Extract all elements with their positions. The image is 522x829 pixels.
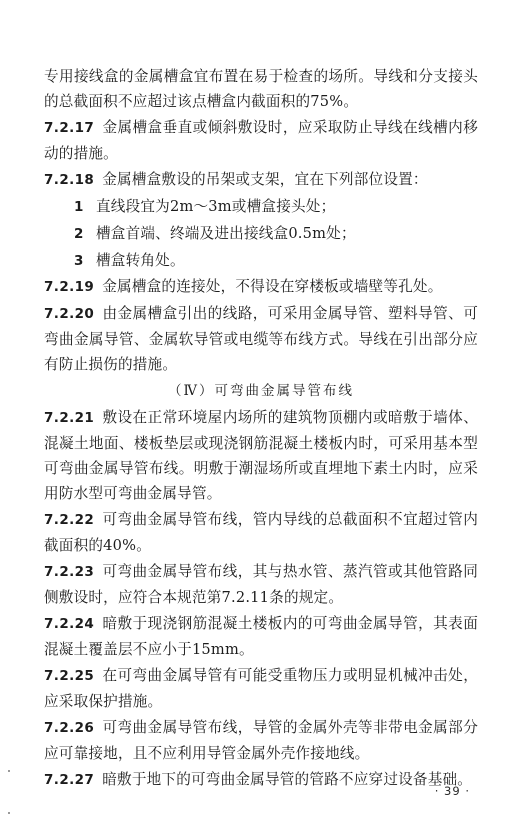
clause-text: 可弯曲金属导管布线，导管的金属外壳等非带电金属部分应可靠接地，且不应利用导管金属外壳作接地线。 [44, 719, 478, 762]
clause-number: 7.2.21 [44, 410, 95, 426]
clause-number: 7.2.20 [44, 306, 95, 322]
clause-7-2-18 [44, 167, 478, 193]
clause-number: 7.2.24 [44, 616, 95, 632]
clause-number: 7.2.22 [44, 512, 95, 528]
list-item-2 [44, 221, 478, 247]
clause-7-2-26 [44, 715, 478, 766]
list-item-1 [44, 194, 478, 220]
clause-number: 7.2.27 [44, 772, 95, 788]
clause-text: 可弯曲金属导管布线，其与热水管、蒸汽管或其他管路同侧敷设时，应符合本规范第7.2.11条的规定。 [44, 563, 478, 606]
clause-text: 暗敷于现浇钢筋混凝土楼板内的可弯曲金属导管，其表面混凝土覆盖层不应小于15mm。 [44, 615, 478, 658]
clause-7-2-22 [44, 507, 478, 558]
clause-text: 金属槽盒垂直或倾斜敷设时，应采取防止导线在线槽内移动的措施。 [44, 119, 478, 162]
clause-number: 7.2.18 [44, 172, 95, 188]
clause-number: 7.2.23 [44, 564, 95, 580]
clause-7-2-17 [44, 115, 478, 166]
page-number: · 39 · [434, 784, 470, 798]
list-index: 2 [74, 226, 84, 242]
clause-7-2-27 [44, 767, 478, 793]
clause-7-2-23 [44, 559, 478, 610]
clause-number: 7.2.19 [44, 279, 95, 295]
clause-text: 敷设在正常环境屋内场所的建筑物顶棚内或暗敷于墙体、混凝土地面、楼板垫层或现浇钢筋混凝土楼板内时，可采用基本型可弯曲金属导管布线。明敷于潮湿场所或直埋地下素土内时，应采用防水型可弯曲金属导管。 [44, 409, 478, 502]
clause-text: 暗敷于地下的可弯曲金属导管的管路不应穿过设备基础。 [102, 771, 473, 788]
clause-text: 在可弯曲金属导管有可能受重物压力或明显机械冲击处，应采取保护措施。 [44, 667, 478, 710]
intro-paragraph: 专用接线盒的金属槽盒宜布置在易于检查的场所。导线和分支接头的总截面积不应超过该点槽盒内截面积的75%。 [44, 68, 478, 110]
clause-7-2-24 [44, 611, 478, 662]
clause-number: 7.2.17 [44, 120, 95, 136]
clause-number: 7.2.26 [44, 720, 95, 736]
scan-speck [8, 812, 10, 814]
list-item-3 [44, 248, 478, 274]
list-index: 3 [74, 253, 84, 269]
scan-speck [8, 770, 10, 772]
section-heading: （Ⅳ）可弯曲金属导管布线 [168, 383, 354, 399]
clause-text: 由金属槽盒引出的线路，可采用金属导管、塑料导管、可弯曲金属导管、金属软导管或电缆等布线方式。导线在引出部分应有防止损伤的措施。 [44, 305, 478, 373]
list-index: 1 [74, 199, 84, 215]
clause-number: 7.2.25 [44, 668, 95, 684]
clause-7-2-21 [44, 405, 478, 506]
clause-text: 可弯曲金属导管布线，管内导线的总截面积不宜超过管内截面积的40%。 [44, 511, 478, 554]
list-text: 槽盒转角处。 [96, 252, 185, 269]
clause-7-2-25 [44, 663, 478, 714]
clause-text: 金属槽盒的连接处，不得设在穿楼板或墙壁等孔处。 [102, 278, 443, 295]
clause-text: 金属槽盒敷设的吊架或支架，宜在下列部位设置： [102, 171, 428, 188]
list-text: 槽盒首端、终端及进出接线盒0.5m处； [96, 225, 356, 242]
clause-7-2-19 [44, 274, 478, 300]
list-text: 直线段宜为2m～3m或槽盒接头处； [96, 198, 336, 215]
clause-7-2-20 [44, 301, 478, 377]
